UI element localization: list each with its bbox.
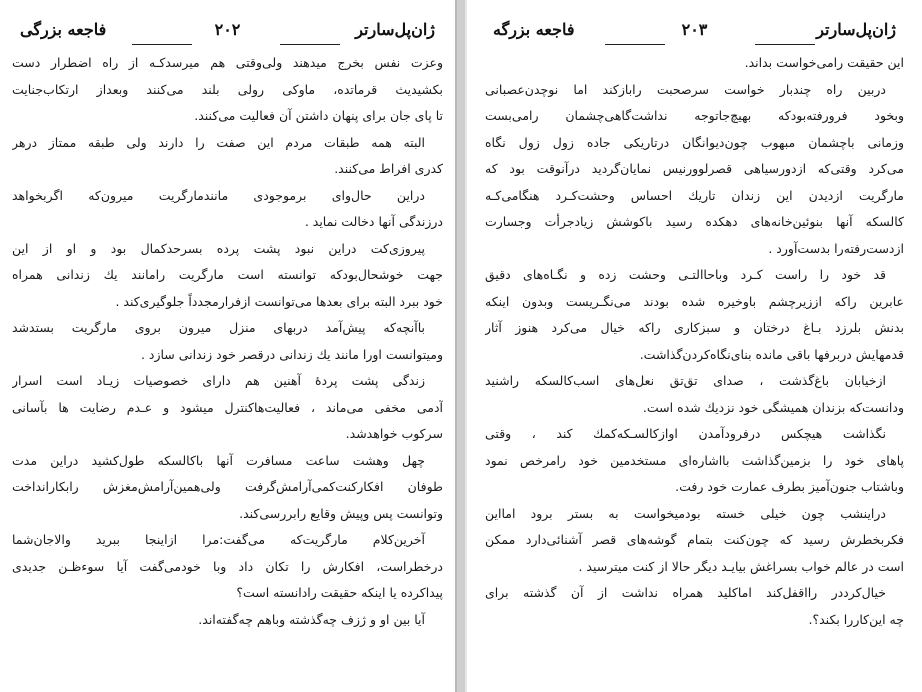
left-page-header-title: فاجعه بزرگی <box>20 20 107 39</box>
text-line: این حقیقت رامی‌خواست بداند. <box>744 55 904 70</box>
text-line: جهت خوشحال‌بودکه توانسته است مارگریت را‌مانند یك زندانی همراه <box>12 267 443 282</box>
text-line: آخرین‌کلام مارگریت‌که می‌گفت:مرا ازاینجا ببرید والاجان‌شما <box>12 532 425 547</box>
text-line: بدنش بلرزد بـاغ درختان و سبزکاری راکه خیال می‌کرد هنوز آثار <box>485 320 904 335</box>
text-line: درخطراست، افکارش را تکان داد وبا خودمی‌گفت آیا سوءظـن جدیدی <box>12 558 443 574</box>
text-line: خود ببرد البته برای بعدها می‌توانست ازفرارمجدداً جلوگیری‌کند . <box>115 293 443 309</box>
header-rule <box>755 44 815 45</box>
text-line: زندگی پشت پردهٔ آهنین هم دارای خصوصیات زیـاد است اسرار <box>12 373 425 388</box>
text-line: قد خود را راست کـرد وباحاالتـی وحشت زده و نگـاه‌های دقیق <box>485 267 886 282</box>
text-line: دربین راه چندبار خواست سرصحبت رابازکند اما ‌نوچدن‌عصبانی <box>485 81 886 97</box>
text-line: ازدست‌رفته‌را بدست‌آورد . <box>768 240 904 256</box>
header-rule <box>132 44 192 45</box>
text-line: عابرین راکه اززیرچشم باوخیره شده بودند می‌نگـریست وبدون اینکه <box>485 293 904 309</box>
text-line: بکشیدیث قرماتده، ماوکی رولی بلند می‌کنند وبعداز ارتکاب‌جنایت <box>12 81 443 97</box>
text-line: کدری افراط می‌کنند. <box>334 161 443 176</box>
header-rule <box>280 44 340 45</box>
left-page-header <box>12 20 443 50</box>
left-page-body <box>12 50 443 633</box>
text-line: چه این‌کاررا بکند؟. <box>808 611 904 627</box>
gutter-shadow <box>455 0 457 692</box>
right-page <box>467 0 922 692</box>
text-line: نگذاشت هیچکس درفرودآمدن اوازکالسـکه‌کمك کند ، وقتی <box>485 426 886 441</box>
text-line: سرکوب خواهدشد. <box>345 426 443 441</box>
text-line: چهل وهشت ساعت مسافرت آنها باکالسکه طول‌کشید دراین مدت <box>12 452 425 468</box>
text-line: فکربخطرش رسید که چون‌کنت بتمام گوشه‌های قصر آشنائی‌دارد ممکن <box>485 532 904 547</box>
header-rule <box>605 44 665 45</box>
text-line: آدمی مخفی می‌ماند ، فعالیت‌هاکنترل میشود و عـدم رضایت ها بآسانی <box>12 399 443 415</box>
text-line: وتوانست پس وپیش وقایع رابررسی‌کند. <box>239 505 443 521</box>
text-line: باآنچه‌که پیش‌آمد دربهای منزل میرون بروی مارگریت بستدشد <box>12 320 425 335</box>
text-line: آیا بین او و ژزف چه‌گذشته وباهم چه‌گفته‌اند. <box>198 611 425 627</box>
text-line: وعزت نفس بخرج میدهند ولی‌وقتی هم میرسدکـه از راه اضطرار دست <box>12 55 443 70</box>
right-page-header-title: فاجعه بزرگه <box>493 20 575 39</box>
left-page-header-author: ژان‌پل‌سارتر <box>355 20 435 39</box>
text-line: است در عالم خواب بسراغش بیایـد دیگر حالا از کنت میترسید . <box>578 558 904 574</box>
text-line: پیروزی‌کت دراین نبود پشت پرده بسرحدکمال بود و او از این <box>12 240 425 256</box>
text-line: پاهای خود را بزمین‌گذاشت بااشاره‌ای مستخدمین خود رامرخص نمود <box>485 452 904 468</box>
text-line: دراین حال‌وای برموجودی مانندمارگریت میرون‌که اگربخواهد <box>12 187 425 203</box>
text-line: می‌کرد وقتی‌که ازدورسیاهی قصرلوورنیس نمایان‌گردید درآنوقت بود که <box>485 161 904 176</box>
right-page-body <box>485 50 904 633</box>
text-line: ومیتوانست اورا مانند یك زندانی درقصر خود زندانی سازد . <box>140 346 443 362</box>
text-line: تا پای جان برای پنهان داشتن آن فعالیت می‌کنند. <box>194 108 443 123</box>
text-line: البته همه طبقات مردم این صفت را دارند ولی طبقه ممتاز درهر <box>12 134 425 150</box>
text-line: وبخود فرورفته‌بودکه بهیچ‌جاتوجه نداشت‌گاهی‌چشمان رامی‌بست <box>485 108 904 123</box>
text-line: کالسکه آنها بنوئین‌خانه‌های دهکده رسید باکوشش زیادجرأت وجسارت <box>485 214 904 229</box>
text-line: درزندگی آنها دخالت نماید . <box>304 214 443 229</box>
left-page <box>0 0 455 692</box>
right-page-number: ۲۰۳ <box>681 20 708 39</box>
text-line: ودانست‌که بزندان همیشگی خود نزدیك شده است. <box>642 399 904 415</box>
text-line: خیال‌کرددر رااقفل‌کند اماکلید همراه نداشت از آن گذشته برای <box>485 585 886 600</box>
text-line: دراینشب چون خیلی خسته بودمیخواست به بستر برود امااین <box>485 505 886 521</box>
text-line: وزمانی باچشمان مبهوب چون‌دیوانگان درتاریکی جاده زول زول نگاه <box>485 134 904 150</box>
right-page-header-author: ژان‌پل‌سارتر <box>816 20 896 39</box>
text-line: ازخیابان باغ‌گذشت ، صدای تق‌تق نعل‌های اسب‌کالسکه راشنید <box>485 373 886 388</box>
text-line: مارگریت ازدیدن این زندان تاریك احساس وحشت‌کـرد هنگامی‌کـه <box>485 187 904 203</box>
text-line: پیداکرده یا اینکه حقیقت رادانسته است؟ <box>236 585 443 600</box>
right-page-header <box>485 20 904 50</box>
text-line: قدمهایش دربرفها باقی مانده بنای‌نگاه‌کردن‌گذاشت. <box>639 346 904 362</box>
text-line: وباشتاب جنون‌آمیز بطرف عمارت خود رفت. <box>675 479 904 494</box>
text-line: طوفان افکارکنت‌کمی‌آرامش‌گرفت ولی‌همین‌آرامش‌مغزش رابکارانداخت <box>12 479 443 494</box>
left-page-number: ۲۰۲ <box>214 20 241 39</box>
